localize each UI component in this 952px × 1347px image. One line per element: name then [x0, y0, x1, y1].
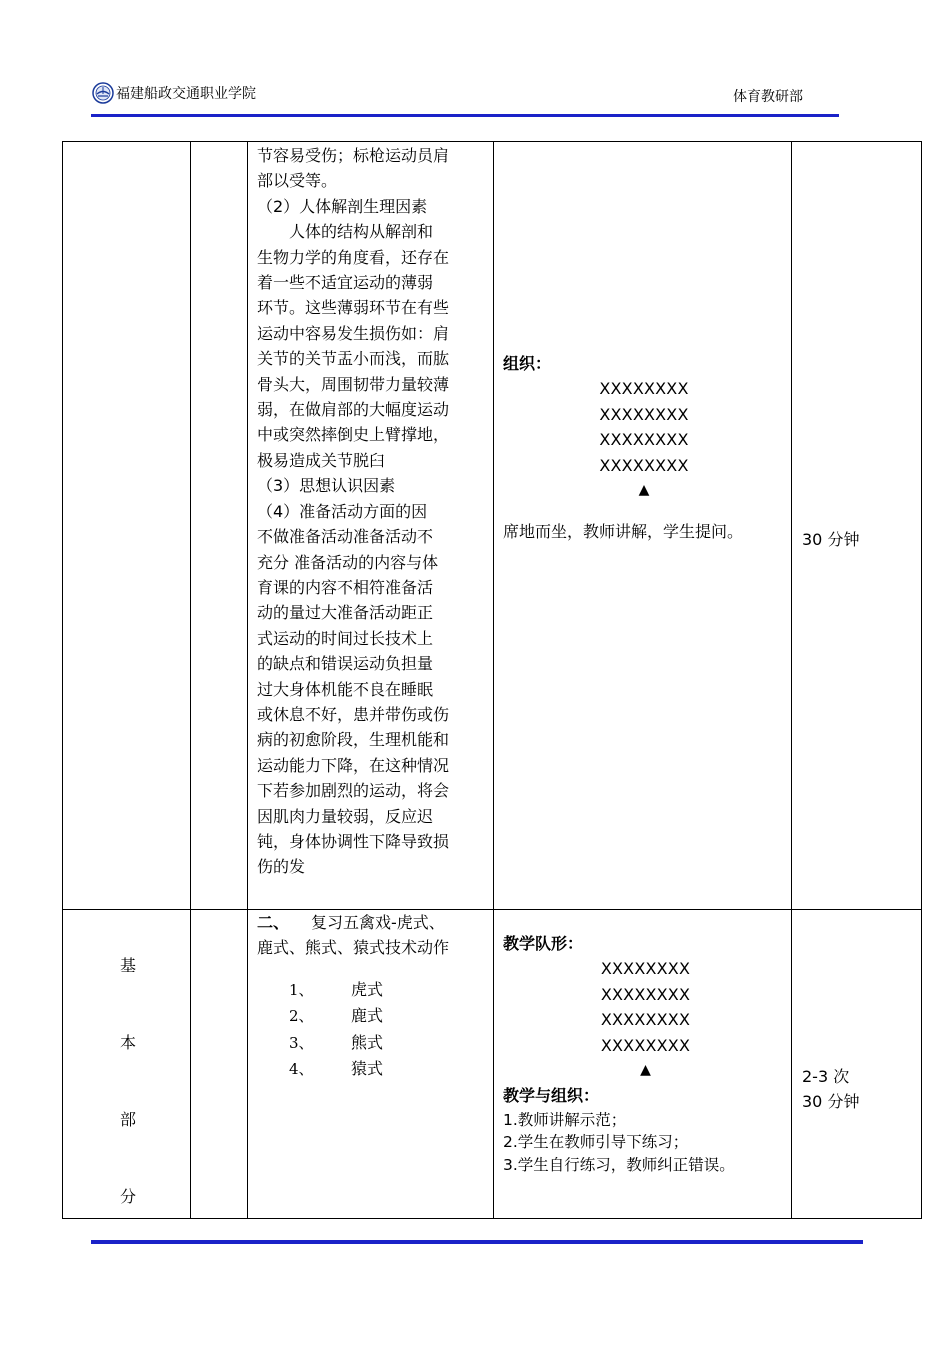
part-label-char: 基	[120, 956, 137, 975]
formation-row: XXXXXXXX	[599, 379, 689, 399]
content-line: 生物力学的角度看，还存在	[257, 247, 450, 267]
list-item: 2、 鹿式	[289, 1006, 384, 1026]
content-line: 病的初愈阶段，生理机能和	[257, 730, 450, 750]
teaching-step: 1.教师讲解示范；	[503, 1110, 627, 1129]
content-line: 着一些不适宜运动的薄弱	[257, 273, 434, 293]
content-line: 节容易受伤；标枪运动员肩	[257, 146, 450, 165]
content-line: 人体的结构从解剖和	[257, 222, 434, 242]
formation-row: XXXXXXXX	[600, 1035, 691, 1055]
part-label-char: 本	[120, 1033, 137, 1052]
content-text	[248, 142, 493, 880]
narrow-cell	[191, 910, 248, 1219]
content-line: （2）人体解剖生理因素	[257, 196, 428, 216]
organization-note: 席地而坐，教师讲解，学生提问。	[503, 522, 744, 542]
table-row	[63, 910, 922, 1219]
organization-cell	[494, 910, 792, 1219]
content-line: 不做准备活动准备活动不	[257, 527, 434, 547]
content-line: 运动中容易发生损伤如：肩	[257, 323, 450, 343]
reps-value: 2-3 次	[802, 1067, 850, 1086]
formation-row: XXXXXXXX	[600, 984, 691, 1004]
formation-row: XXXXXXXX	[599, 430, 689, 450]
content-line: 过大身体机能不良在睡眠	[257, 679, 434, 699]
school-logo-icon	[92, 82, 114, 104]
teacher-position-icon: ▲	[640, 1062, 651, 1079]
narrow-cell	[191, 142, 248, 910]
time-value: 30 分钟	[802, 1092, 860, 1112]
teaching-step: 2.学生在教师引导下练习；	[503, 1133, 689, 1152]
school-name: 福建船政交通职业学院	[116, 86, 256, 102]
part-label-char: 分	[120, 1187, 137, 1206]
part-cell	[63, 142, 191, 910]
content-line: 式运动的时间过长技术上	[257, 628, 434, 648]
content-line: 因肌肉力量较弱，反应迟	[257, 806, 434, 826]
teaching-step: 3.学生自行练习，教师纠正错误。	[503, 1155, 735, 1174]
content-line: （3）思想认识因素	[257, 476, 396, 496]
content-line: 关节的关节盂小而浅，而肱	[257, 349, 450, 369]
section-title-cont: 鹿式、熊式、猿式技术动作	[257, 938, 450, 958]
content-line: 中或突然摔倒史上臂撑地，	[257, 425, 450, 445]
content-line: （4）准备活动方面的因	[257, 501, 428, 521]
content-line: 或休息不好，患并带伤或伤	[257, 704, 450, 724]
reps-and-time	[802, 1064, 859, 1115]
content-line: 环节。这些薄弱环节在有些	[257, 298, 450, 318]
list-item: 1、 虎式	[289, 979, 384, 999]
content-line: 的缺点和错误运动负担量	[257, 654, 434, 674]
section-title: 复习五禽戏-虎式、	[311, 913, 445, 932]
section-number: 二、	[257, 913, 290, 932]
time-cell	[792, 142, 922, 910]
formation-row: XXXXXXXX	[600, 1010, 691, 1030]
footer-rule	[91, 1240, 863, 1244]
department-name: 体育教研部	[733, 89, 803, 105]
content-line: 运动能力下降，在这种情况	[257, 755, 450, 775]
list-item: 4、 猿式	[289, 1059, 384, 1079]
content-line: 钝，身体协调性下降导致损	[257, 831, 450, 851]
formation-row: XXXXXXXX	[599, 404, 689, 424]
organization-block	[503, 351, 785, 545]
content-line: 骨头大，周围韧带力量较薄	[257, 374, 450, 394]
table-row	[63, 142, 922, 910]
content-cell	[248, 142, 494, 910]
content-line: 充分 准备活动的内容与体	[257, 552, 439, 572]
content-line: 弱，在做肩部的大幅度运动	[257, 400, 450, 420]
content-cell	[248, 910, 494, 1219]
lesson-plan-table	[62, 141, 922, 1219]
formation-row: XXXXXXXX	[599, 455, 689, 475]
organization-title: 组织：	[503, 354, 552, 373]
content-line: 下若参加剧烈的运动，将会	[257, 781, 450, 801]
formation-title: 教学队形：	[503, 934, 584, 953]
teaching-organization-block	[503, 931, 788, 1176]
content-line: 极易造成关节脱臼	[257, 450, 386, 470]
part-label-char: 部	[120, 1110, 137, 1129]
content-line: 伤的发	[257, 857, 306, 877]
header-rule	[91, 114, 839, 117]
section-heading	[257, 910, 489, 935]
teaching-org-title: 教学与组织：	[503, 1086, 600, 1106]
list-item: 3、 熊式	[289, 1032, 384, 1052]
organization-cell	[494, 142, 792, 910]
movement-list	[257, 977, 489, 1083]
time-value: 30 分钟	[802, 530, 860, 549]
time-cell	[792, 910, 922, 1219]
content-line: 动的量过大准备活动距正	[257, 603, 434, 623]
content-line: 育课的内容不相符准备活	[257, 577, 434, 597]
part-cell	[63, 910, 191, 1219]
content-line: 部以受等。	[257, 171, 338, 191]
page-header-left	[92, 78, 256, 108]
formation-row: XXXXXXXX	[600, 959, 691, 979]
teacher-position-icon: ▲	[638, 482, 650, 499]
